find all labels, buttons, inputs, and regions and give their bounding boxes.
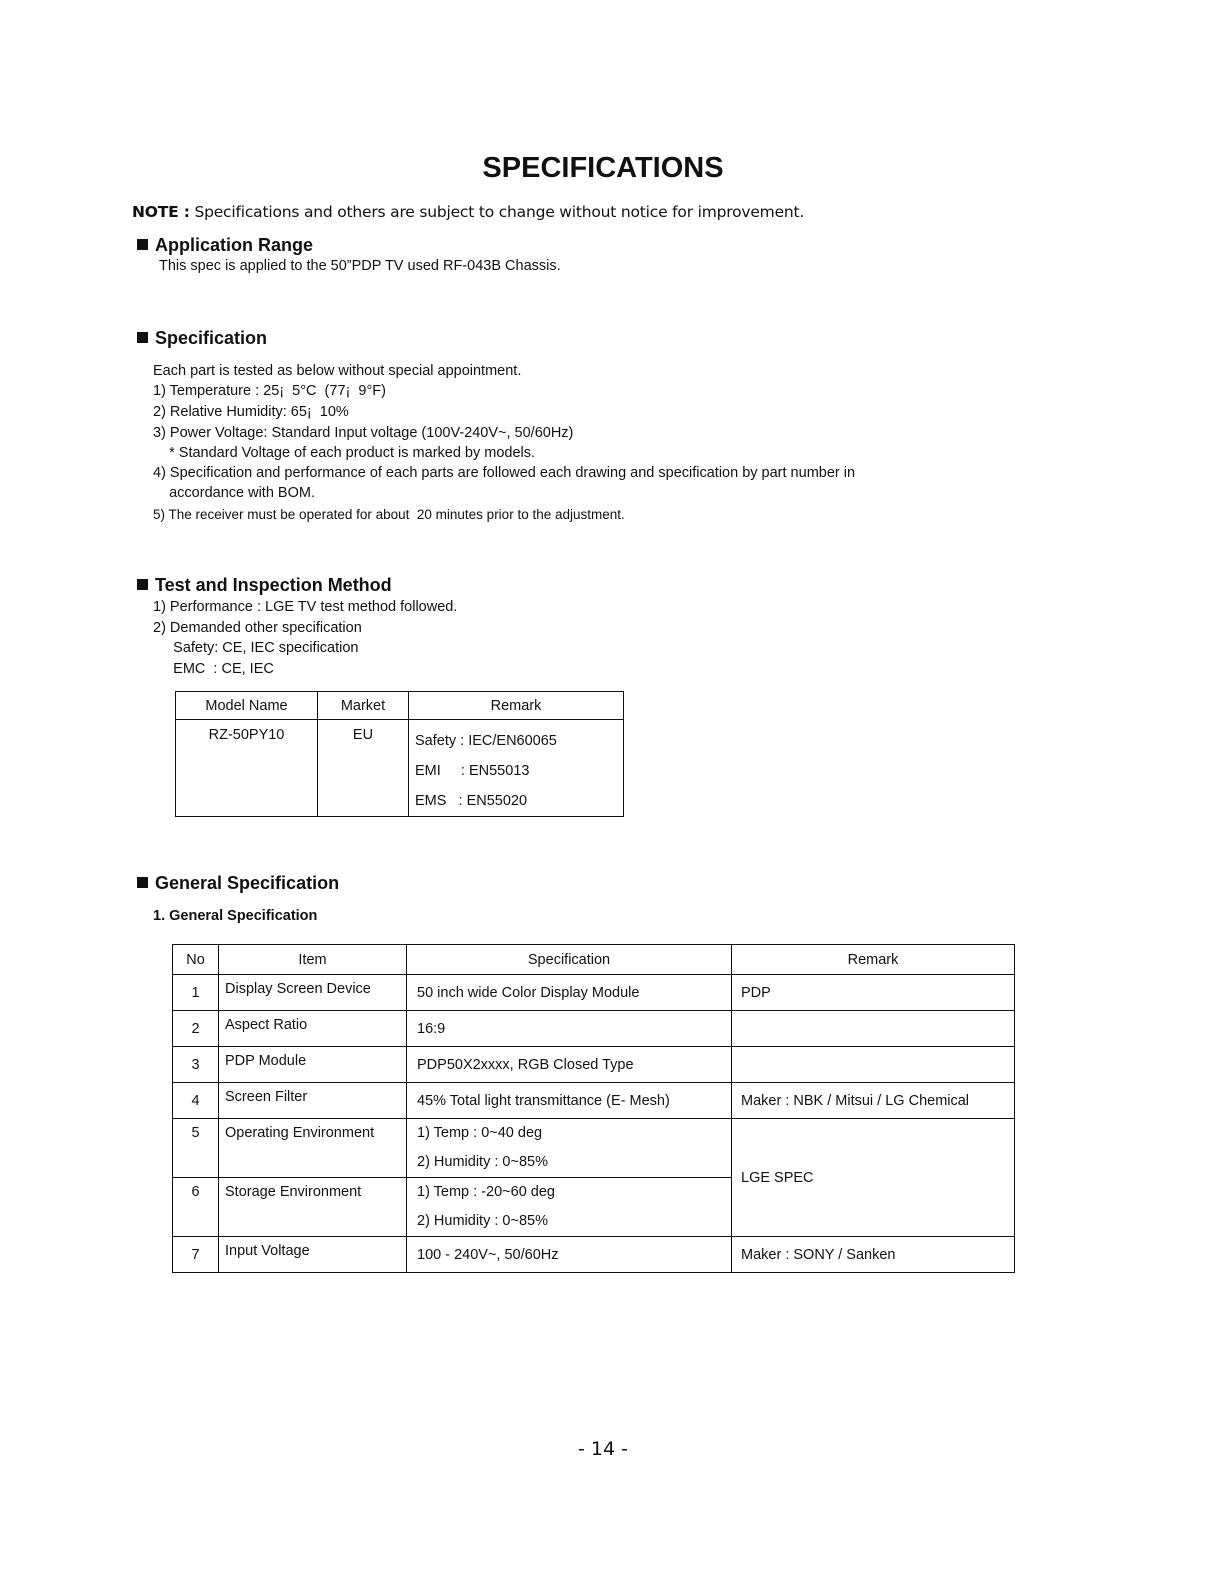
cell-item: Operating Environment	[219, 1119, 407, 1178]
cell-remark: Maker : SONY / Sanken	[732, 1237, 1015, 1273]
spec-line: 2) Humidity : 0~85%	[417, 1213, 548, 1229]
cell-spec: 45% Total light transmittance (E- Mesh)	[407, 1083, 732, 1119]
test-line: EMC : CE, IEC	[153, 661, 274, 677]
cell-remark	[732, 1011, 1015, 1047]
cell-item: Display Screen Device	[219, 975, 407, 1011]
table-row	[173, 1047, 1015, 1083]
market-cell: EU	[318, 720, 409, 817]
spec-line: Each part is tested as below without special appointment.	[153, 363, 522, 379]
table-row	[173, 975, 1015, 1011]
specification-heading-text: Specification	[155, 328, 268, 348]
spec-line: 2) Humidity : 0~85%	[417, 1154, 548, 1170]
remark-line: Safety : IEC/EN60065	[415, 733, 557, 749]
cell-remark-lge-spec: LGE SPEC	[732, 1119, 1015, 1237]
spec-line: 1) Temperature : 25¡ 5°C (77¡ 9°F)	[153, 383, 386, 399]
table-row	[173, 1237, 1015, 1273]
table-row	[176, 720, 624, 817]
header-remark: Remark	[732, 945, 1015, 975]
cell-no: 2	[173, 1011, 219, 1047]
model-market-table	[175, 691, 624, 817]
remark-line: EMI : EN55013	[415, 763, 530, 779]
header-item: Item	[219, 945, 407, 975]
cell-spec: 100 - 240V~, 50/60Hz	[407, 1237, 732, 1273]
spec-line: accordance with BOM.	[153, 485, 315, 501]
bullet-square-icon	[137, 877, 148, 888]
cell-item: PDP Module	[219, 1047, 407, 1083]
cell-spec	[407, 1178, 732, 1237]
cell-remark	[732, 1047, 1015, 1083]
cell-item: Storage Environment	[219, 1178, 407, 1237]
general-spec-heading	[137, 873, 339, 894]
cell-item: Screen Filter	[219, 1083, 407, 1119]
application-range-heading-text: Application Range	[155, 235, 314, 255]
spec-line: * Standard Voltage of each product is marked by models.	[153, 445, 536, 461]
application-range-text: This spec is applied to the 50”PDP TV used RF-043B Chassis.	[159, 258, 561, 274]
general-spec-heading-text: General Specification	[155, 873, 340, 893]
test-inspection-heading-text: Test and Inspection Method	[155, 575, 392, 595]
header-model-name: Model Name	[176, 692, 318, 720]
model-name-cell: RZ-50PY10	[176, 720, 318, 817]
note	[132, 203, 804, 221]
page-number: - 14 -	[578, 1438, 628, 1460]
spec-line: 5) The receiver must be operated for about 20 minutes prior to the adjustment.	[153, 507, 625, 522]
cell-spec	[407, 1119, 732, 1178]
page-title: SPECIFICATIONS	[482, 152, 724, 184]
table-row	[173, 1011, 1015, 1047]
cell-no: 3	[173, 1047, 219, 1083]
cell-no: 5	[173, 1119, 219, 1178]
table-header-row	[176, 692, 624, 720]
cell-no: 7	[173, 1237, 219, 1273]
remark-line: EMS : EN55020	[415, 793, 528, 809]
header-remark: Remark	[409, 692, 624, 720]
spec-line: 1) Temp : 0~40 deg	[417, 1125, 543, 1141]
application-range-heading	[137, 235, 313, 256]
cell-item: Aspect Ratio	[219, 1011, 407, 1047]
bullet-square-icon	[137, 239, 148, 250]
cell-spec: PDP50X2xxxx, RGB Closed Type	[407, 1047, 732, 1083]
general-spec-table	[172, 944, 1015, 1273]
note-label: NOTE :	[132, 203, 190, 221]
remark-cell	[409, 720, 624, 817]
specification-heading	[137, 328, 267, 349]
test-inspection-heading	[137, 575, 392, 596]
test-line: Safety: CE, IEC specification	[153, 640, 359, 656]
table-row	[173, 1119, 1015, 1178]
header-market: Market	[318, 692, 409, 720]
cell-item: Input Voltage	[219, 1237, 407, 1273]
cell-spec: 16:9	[407, 1011, 732, 1047]
cell-remark: PDP	[732, 975, 1015, 1011]
spec-line: 2) Relative Humidity: 65¡ 10%	[153, 404, 349, 420]
table-row	[173, 1083, 1015, 1119]
bullet-square-icon	[137, 579, 148, 590]
spec-line: 3) Power Voltage: Standard Input voltage (100V-240V~, 50/60Hz)	[153, 425, 574, 441]
test-line: 1) Performance : LGE TV test method followed.	[153, 599, 458, 615]
cell-no: 6	[173, 1178, 219, 1237]
bullet-square-icon	[137, 332, 148, 343]
table-header-row	[173, 945, 1015, 975]
spec-line: 4) Specification and performance of each parts are followed each drawing and specification by part number in	[153, 465, 856, 481]
header-specification: Specification	[407, 945, 732, 975]
cell-no: 4	[173, 1083, 219, 1119]
general-spec-subheading: 1. General Specification	[153, 908, 318, 924]
test-line: 2) Demanded other specification	[153, 620, 362, 636]
cell-remark: Maker : NBK / Mitsui / LG Chemical	[732, 1083, 1015, 1119]
header-no: No	[173, 945, 219, 975]
note-text: Specifications and others are subject to change without notice for improvement.	[189, 203, 805, 221]
spec-line: 1) Temp : -20~60 deg	[417, 1184, 555, 1200]
cell-spec: 50 inch wide Color Display Module	[407, 975, 732, 1011]
cell-no: 1	[173, 975, 219, 1011]
